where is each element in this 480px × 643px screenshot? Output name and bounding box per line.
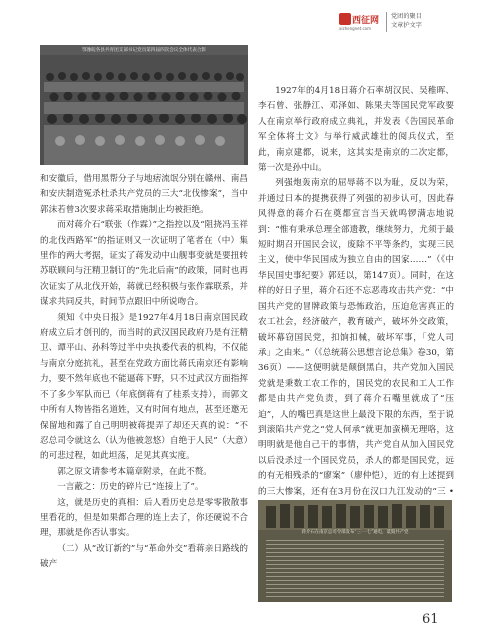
- section-heading: （二）从“改订新约”与“革命外交”看蒋亲日路线的破产: [40, 543, 248, 570]
- document-photo: [258, 500, 452, 602]
- left-text-column: [40, 172, 248, 573]
- right-text-column: [258, 84, 454, 515]
- column-title-line-2: 文章护文字: [391, 22, 422, 29]
- paragraph: 和安徽后，借用黑帮分子与地痞流氓分别在赣州、南昌和安庆制造冤杀杜杀共产党员的三大“北伐惨案”，当中郭沫若曾3次要求蒋采取措施制止均被拒绝。: [40, 174, 248, 215]
- group-photo: [40, 45, 248, 165]
- group-photo-banner: 鄂豫皖各县共青团支部书记党员第四届四次会议全体代表合影: [81, 48, 207, 53]
- logo-mark-icon: [339, 13, 351, 25]
- site-logo: [339, 13, 385, 35]
- header-divider: [386, 12, 387, 32]
- document-photo-caption: 蒋介石在南京总司令部发布“三·一七”通电，诋毁共产党: [301, 530, 409, 535]
- paragraph: 一言蔽之：历史的碎片已“连接上了”。: [57, 482, 204, 493]
- document-photo-figures: [258, 500, 452, 530]
- group-photo-figures: [40, 55, 248, 165]
- paragraph: 1927年的4月18日蒋介石率胡汉民、吴稚晖、李石曾、张静江、邓泽如、陈果夫等国民党军政要人在南京举行政府成立典礼，并发表《告国民革命军全体将士文》与举行威武雄壮的阅兵仪式，至此，南京建都，说来，这其实是南京的二次定都，第一次是孙中山。: [258, 86, 454, 174]
- logo-name: 西征网: [352, 16, 380, 26]
- paragraph: 而对蒋介石“联张（作霖）”之指控以及“阻挠冯玉祥的北伐西路军”的指证则又一次证明了笔者在（中）集里作的两大考据，证实了蒋发动中山舰事变就是要扭转苏联顾问与汪精卫制订的“先北后南”的政策，同时也再次证实了从北伐开始，蒋就已经积极与张作霖联系，并谋求共同反共，时间节点跟旧中所说吻合。: [40, 220, 248, 308]
- paragraph: 须知《中央日报》是1927年4月18日南京国民政府成立后才创刊的，而当时的武汉国民政府乃是有汪精卫、谭平山、孙科等过半中央执委代表的机构，不仅能与南京分庭抗礼，甚至在党政方面比蒋氏南京还有影响力，要不然年底也不能逼蒋下野，只不过武汉方面指挥不了多少军队而已（年底倒蒋有了桂系支持），而郭文中所有人物皆指名道姓，又有时间有地点，甚至还邀无保留地和露了自己明明被蒋提弄了却还天真的说：“不忍总司令就这么（认为他被忽悠）自绝于人民”（大意）的可悲过程，如此坦荡，足见其真实度。: [40, 312, 248, 462]
- page-number: 61: [422, 612, 439, 627]
- paragraph: 郭之原文请参考本篇章附录，在此不赘。: [57, 466, 212, 477]
- paragraph: 列强炮轰南京的屈辱蒋不以为耻，反以为荣，并通过日本的提携获得了列强的初步认可，因此春风得意的蒋介石在奠都宣言当天就鸣锣满志地说到：“惟有秉承总理全部遗教，继续努力，尤须于最短时期召开国民会议，废除不平等条约，实现三民主义，使中华民国成为独立自由的国家……”（《中华民国史事纪要》郭廷以，第147页）。同时，在这样的好日子里，蒋介石还不忘恶毒攻击共产党：“中国共产党的冒牌政策与恐怖政治，压迫危害真正的农工社会，经济破产，教育破产，破坏外交政策，破坏幕窃国民党，扣饷扣械，破坏军事，「党人司承」之由来。”（《总统蒋公思想言论总集》卷30，第36页）——这便明就是颠倒黑白，共产党加入国民党就是秉数工农工作的，国民党的农民和工人工作都是由共产党负责，到了蒋介石嘴里就成了“压迫”，人的嘴巴真是这世上最没下限的东西，至于说到滚陷共产党之“党人何承”就更加蛮横无理咯，这明明就是他自己干的事情，共产党自从加入国民党以后没杀过一个国民党员，杀人的都是国民党，远的有无相残杀的“廖案”（廖仲恺），近的有上述提到的三大惨案，还有在3月份在汉口九江发动的“三 •: [258, 178, 454, 497]
- column-title: [391, 12, 422, 30]
- paragraph: 这，就是历史的真相：后人看历史总是零零散散事里看花的，但是如果都合理的连上去了，你还硬说不合理，那就是你否认事实。: [40, 497, 248, 539]
- document-photo-text-lines: [266, 540, 444, 598]
- column-title-line-1: 党团的聚目: [391, 13, 422, 20]
- logo-url: xizhengnet.com: [339, 26, 372, 31]
